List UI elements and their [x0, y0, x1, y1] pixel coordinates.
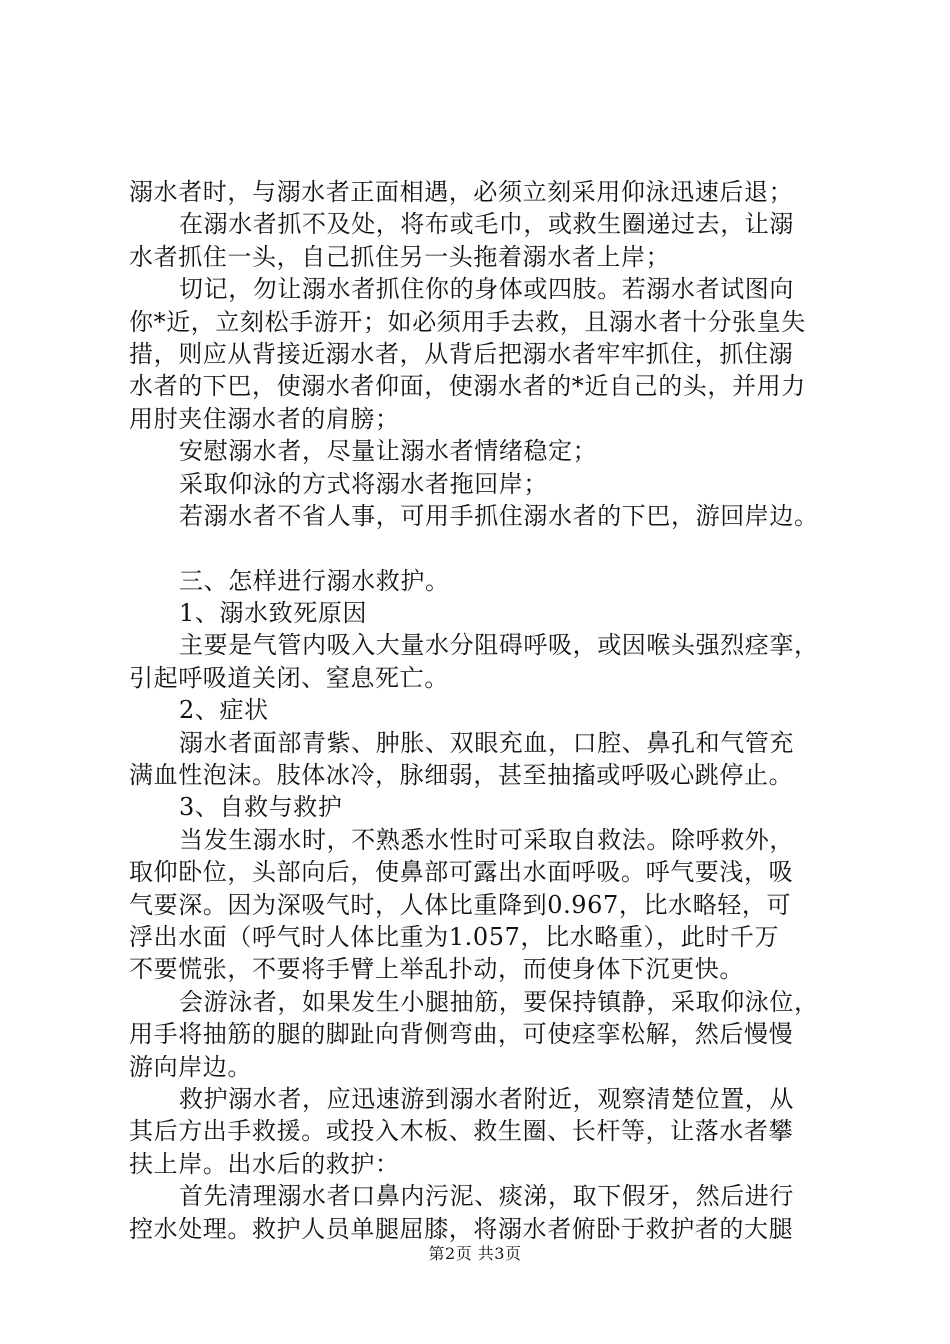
text-line: 扶上岸。出水后的救护：: [129, 1149, 400, 1178]
text-line: 会游泳者，如果发生小腿抽筋，要保持镇静，采取仰泳位，: [179, 987, 819, 1016]
text-line: 游向岸边。: [129, 1052, 252, 1081]
text-line: 在溺水者抓不及处，将布或毛巾，或救生圈递过去，让溺: [179, 210, 794, 239]
text-line: 救护溺水者，应迅速游到溺水者附近，观察清楚位置，从: [179, 1084, 794, 1113]
text-line: 溺水者时，与溺水者正面相遇，必须立刻采用仰泳迅速后退；: [129, 178, 794, 206]
text-line: 3、自救与救护: [179, 793, 343, 822]
text-line: 用肘夹住溺水者的肩膀；: [129, 404, 400, 433]
text-line: 水者的下巴，使溺水者仰面，使溺水者的*近自己的头，并用力: [129, 372, 806, 401]
text-line: 首先清理溺水者口鼻内污泥、痰涕，取下假牙，然后进行: [179, 1182, 794, 1211]
text-line: 浮出水面（呼气时人体比重为1.057，比水略重），此时千万: [129, 922, 780, 951]
text-line: 水者抓住一头，自己抓住另一头拖着溺水者上岸；: [129, 242, 671, 271]
text-line: 三、怎样进行溺水救护。: [179, 566, 450, 595]
text-line: 气要深。因为深吸气时，人体比重降到0.967，比水略轻，可: [129, 890, 792, 919]
text-line: 控水处理。救护人员单腿屈膝，将溺水者俯卧于救护者的大腿: [129, 1214, 794, 1243]
text-line: 其后方出手救援。或投入木板、救生圈、长杆等，让落水者攀: [129, 1117, 794, 1146]
text-line: 安慰溺水者，尽量让溺水者情绪稳定；: [179, 437, 598, 466]
text-line: 满血性泡沫。肢体冰冷，脉细弱，甚至抽搐或呼吸心跳停止。: [129, 761, 794, 790]
text-line: 用手将抽筋的腿的脚趾向背侧弯曲，可使痉挛松解，然后慢慢: [129, 1020, 794, 1049]
text-line: 措，则应从背接近溺水者，从背后把溺水者牢牢抓住，抓住溺: [129, 339, 794, 368]
text-line: 当发生溺水时，不熟悉水性时可采取自救法。除呼救外，: [179, 825, 794, 854]
text-line: 不要慌张，不要将手臂上举乱扑动，而使身体下沉更快。: [129, 955, 744, 984]
text-line: 若溺水者不省人事，可用手抓住溺水者的下巴，游回岸边。: [179, 501, 819, 530]
text-line: 切记，勿让溺水者抓住你的身体或四肢。若溺水者试图向: [179, 275, 794, 304]
text-line: 采取仰泳的方式将溺水者拖回岸；: [179, 469, 548, 498]
text-line: 1、溺水致死原因: [179, 599, 368, 628]
document-body: [129, 176, 849, 1245]
text-line: 你*近，立刻松手游开；如必须用手去救，且溺水者十分张皇失: [129, 307, 806, 336]
text-line: 取仰卧位，头部向后，使鼻部可露出水面呼吸。呼气要浅，吸: [129, 858, 794, 887]
text-line: 2、症状: [179, 696, 269, 725]
text-line: 溺水者面部青紫、肿胀、双眼充血，口腔、鼻孔和气管充: [179, 728, 794, 757]
page-footer: 第2页 共3页: [428, 1244, 522, 1263]
text-line: 引起呼吸道关闭、窒息死亡。: [129, 663, 449, 692]
blank-line: [129, 532, 849, 564]
text-line: 主要是气管内吸入大量水分阻碍呼吸，或因喉头强烈痉挛，: [179, 631, 819, 660]
